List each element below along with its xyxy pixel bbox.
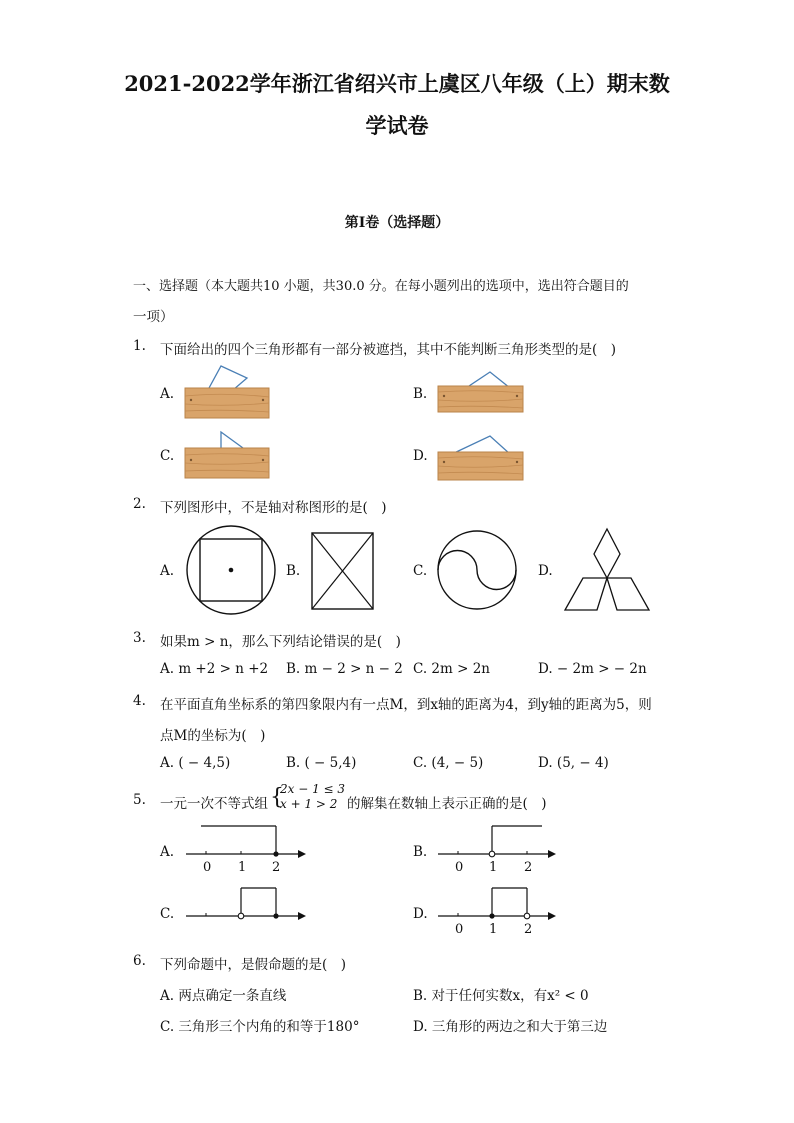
q4-option-a: A. ( − 4,5) — [160, 755, 231, 771]
q5-system-top: 2x − 1 ≤ 3 — [280, 782, 346, 796]
q1-figure-b — [438, 370, 524, 414]
q4-option-c: C. (4, − 5) — [413, 755, 484, 771]
q5-number: 5. — [133, 792, 146, 808]
q6-option-d: D. 三角形的两边之和大于第三边 — [413, 1019, 608, 1035]
q2-figure-c — [437, 530, 519, 612]
doc-title-line2: 学试卷 — [365, 113, 429, 138]
q2-label-d: D. — [538, 563, 553, 579]
q1-stem: 下面给出的四个三角形都有一部分被遮挡，其中不能判断三角形类型的是( ) — [160, 342, 617, 358]
q4-stem-line2: 点M的坐标为( ) — [160, 728, 266, 744]
q4-option-b: B. ( − 5,4) — [286, 755, 357, 771]
part1-heading-line1: 一、选择题（本大题共10 小题，共30.0 分。在每小题列出的选项中，选出符合题目的 — [133, 279, 629, 294]
q4-option-d: D. (5, − 4) — [538, 755, 609, 771]
q2-figure-a — [186, 526, 278, 616]
q3-option-b: B. m − 2 > n − 2 — [286, 661, 403, 677]
q5-numberline-a — [186, 822, 306, 862]
q2-figure-b — [311, 532, 375, 612]
q3-option-d: D. − 2m > − 2n — [538, 661, 647, 677]
q1-label-a: A. — [160, 386, 175, 402]
q1-number: 1. — [133, 338, 146, 354]
q6-option-a: A. 两点确定一条直线 — [160, 988, 287, 1004]
q1-figure-d — [438, 434, 524, 480]
q2-label-b: B. — [286, 563, 301, 579]
q5-b-tick-2: 2 — [524, 860, 533, 875]
q2-label-c: C. — [413, 563, 428, 579]
q1-figure-a — [185, 364, 270, 420]
q5-b-tick-0: 0 — [455, 860, 464, 875]
q5-system-brace: { — [270, 785, 284, 810]
q1-label-c: C. — [160, 448, 175, 464]
q5-numberline-c — [186, 884, 306, 924]
q5-numberline-b — [438, 822, 556, 862]
q5-system-bottom: x + 1 > 2 — [280, 797, 338, 811]
q1-label-d: D. — [413, 448, 428, 464]
q5-d-tick-1: 1 — [489, 922, 498, 937]
q5-label-b: B. — [413, 844, 428, 860]
doc-title-line1: 2021-2022学年浙江省绍兴市上虞区八年级（上）期末数 — [124, 71, 670, 96]
q5-d-tick-0: 0 — [455, 922, 464, 937]
q5-label-a: A. — [160, 844, 175, 860]
q3-option-a: A. m +2 > n +2 — [160, 661, 269, 677]
q6-option-b: B. 对于任何实数x，有x² < 0 — [413, 988, 589, 1004]
q3-stem: 如果m > n，那么下列结论错误的是( ) — [160, 634, 401, 650]
q2-stem: 下列图形中，不是轴对称图形的是( ) — [160, 500, 387, 516]
q4-stem-line1: 在平面直角坐标系的第四象限内有一点M，到x轴的距离为4，到y轴的距离为5，则 — [160, 697, 652, 713]
q5-stem-pre: 一元一次不等式组 — [160, 796, 268, 812]
q2-label-a: A. — [160, 563, 175, 579]
q5-label-d: D. — [413, 906, 428, 922]
q5-a-tick-2: 2 — [272, 860, 281, 875]
q3-option-c: C. 2m > 2n — [413, 661, 490, 677]
q5-label-c: C. — [160, 906, 175, 922]
q5-d-tick-2: 2 — [524, 922, 533, 937]
q1-label-b: B. — [413, 386, 428, 402]
part1-heading-line2: 一项） — [133, 309, 174, 325]
q2-figure-d — [564, 528, 652, 612]
q5-a-tick-1: 1 — [238, 860, 247, 875]
q5-stem-post: 的解集在数轴上表示正确的是( ) — [347, 796, 547, 812]
q5-b-tick-1: 1 — [489, 860, 498, 875]
q6-stem: 下列命题中，是假命题的是( ) — [160, 957, 347, 973]
q4-number: 4. — [133, 693, 146, 709]
q6-number: 6. — [133, 953, 146, 969]
q5-a-tick-0: 0 — [203, 860, 212, 875]
q6-option-c: C. 三角形三个内角的和等于180° — [160, 1019, 360, 1035]
q1-figure-c — [185, 430, 270, 480]
q5-numberline-d — [438, 884, 556, 924]
q3-number: 3. — [133, 630, 146, 646]
q2-number: 2. — [133, 496, 146, 512]
section-title: 第I卷（选择题） — [344, 215, 450, 231]
